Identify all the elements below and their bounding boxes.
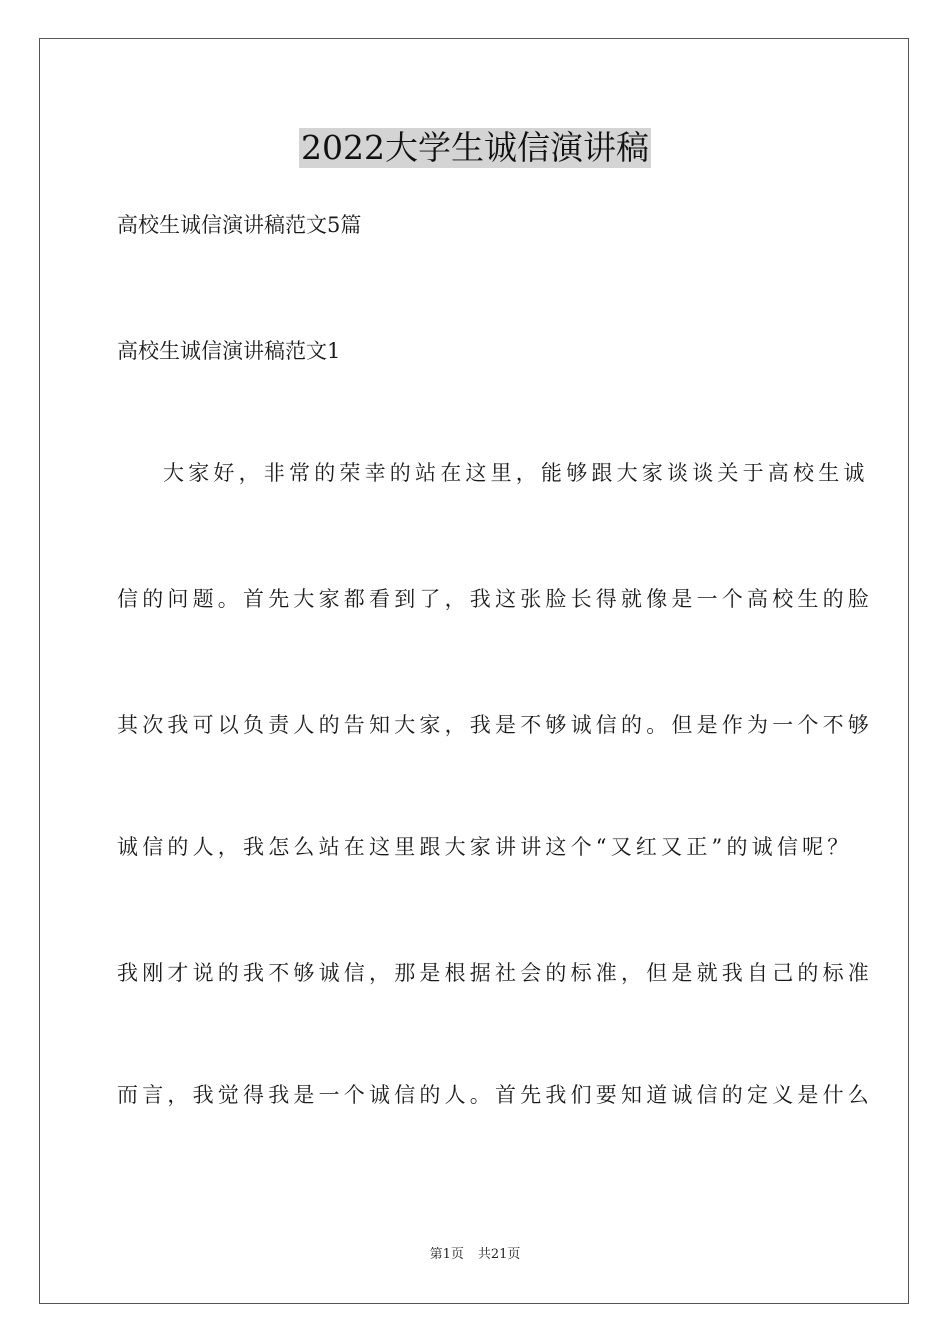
page-footer	[0, 1246, 950, 1264]
document-subtitle: 高校生诚信演讲稿范文5篇	[117, 213, 362, 237]
page-total: 共21页	[477, 1247, 521, 1262]
section-heading: 高校生诚信演讲稿范文1	[117, 339, 341, 363]
page-number: 第1页	[429, 1247, 464, 1262]
paragraph-line-5: 我刚才说的我不够诚信，那是根据社会的标准，但是就我自己的标准	[117, 961, 873, 985]
paragraph-line-1: 大家好，非常的荣幸的站在这里，能够跟大家谈谈关于高校生诚	[163, 461, 869, 485]
title-container	[0, 128, 950, 168]
paragraph-line-2: 信的问题。首先大家都看到了，我这张脸长得就像是一个高校生的脸	[117, 587, 873, 611]
paragraph-line-3: 其次我可以负责人的告知大家，我是不够诚信的。但是作为一个不够	[117, 713, 873, 737]
document-title: 2022大学生诚信演讲稿	[301, 128, 649, 167]
paragraph-line-6: 而言，我觉得我是一个诚信的人。首先我们要知道诚信的定义是什么	[117, 1083, 873, 1107]
paragraph-line-4: 诚信的人，我怎么站在这里跟大家讲讲这个“又红又正”的诚信呢？	[117, 835, 853, 859]
